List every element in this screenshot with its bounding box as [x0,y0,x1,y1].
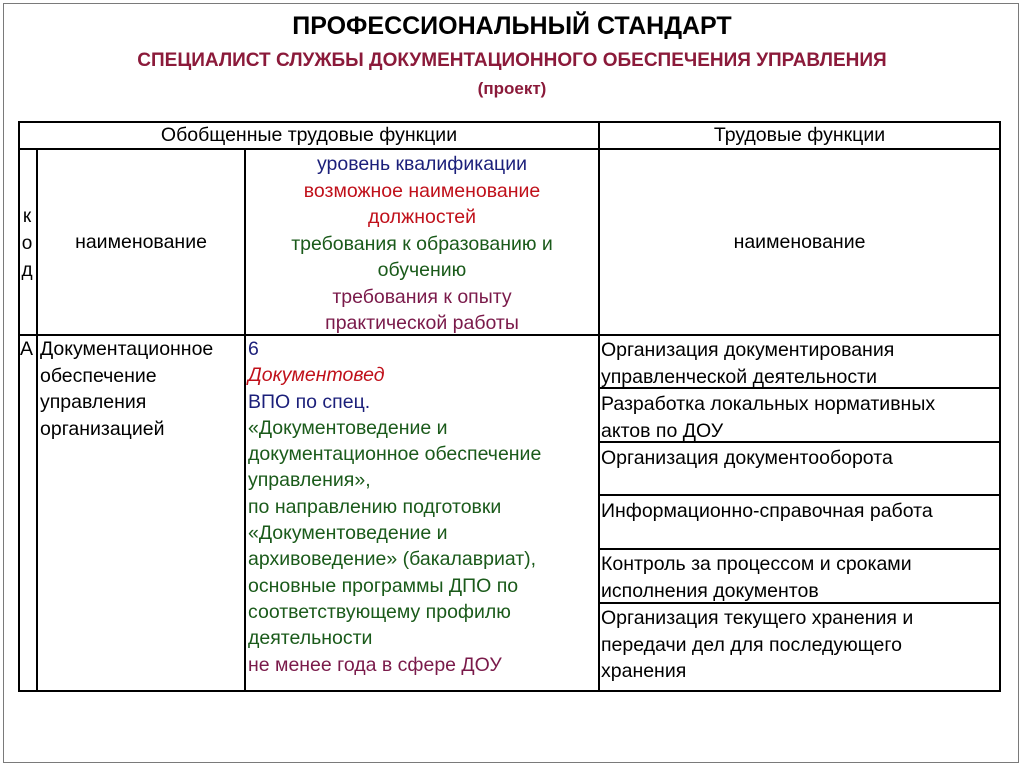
labor-function-5: Контроль за процессом и сроками исполнения документов [601,553,912,602]
row-qualification: 6 Документовед ВПО по спец. «Документоведение и документационное обеспечение управления», по направлению подготовки «Документоведение и архивоведение» (бакалавриат), основные программы ДПО по соответствующему профилю деятельности не менее года в сфере ДОУ [248,336,541,678]
qual-experience-label-2: практической работы [325,312,519,334]
page-title: ПРОФЕССИОНАЛЬНЫЙ СТАНДАРТ [292,12,732,40]
page-subtitle: СПЕЦИАЛИСТ СЛУЖБЫ ДОКУМЕНТАЦИОННОГО ОБЕСПЕЧЕНИЯ УПРАВЛЕНИЯ [137,50,887,71]
labor-function-2: Разработка локальных нормативных актов по ДОУ [601,393,936,442]
row-position: Документовед [248,364,385,387]
row-level: 6 [248,338,259,360]
labor-function-4: Информационно-справочная работа [601,500,933,522]
labor-function-1: Организация документирования управленческой деятельности [601,339,895,388]
header-code: к о д [21,206,33,281]
row-code: А [20,338,34,360]
row-experience: не менее года в сфере ДОУ [248,653,502,676]
qual-position-label-2: должностей [367,206,477,228]
qual-education-label-1: требования к образованию и [291,232,553,255]
header-name: наименование [75,231,207,253]
labor-function-3: Организация документооборота [601,447,893,469]
draft-note: (проект) [477,79,547,98]
header-generalized-functions: Обобщенные трудовые функции [160,124,458,146]
qual-position-label-1: возможное наименование [303,179,541,202]
qual-level-label: уровень квалификации [316,153,528,175]
qual-experience-label-1: требования к опыту [332,285,512,308]
header-qualification [246,151,598,337]
labor-function-6: Организация текущего хранения и передачи дел для последующего хранения [601,607,914,682]
row-generalized-name: Документационное обеспечение управления организацией [40,338,214,440]
header-function-name: наименование [733,231,866,253]
header-labor-functions: Трудовые функции [713,124,886,146]
qual-education-label-2: обучению [377,259,467,281]
